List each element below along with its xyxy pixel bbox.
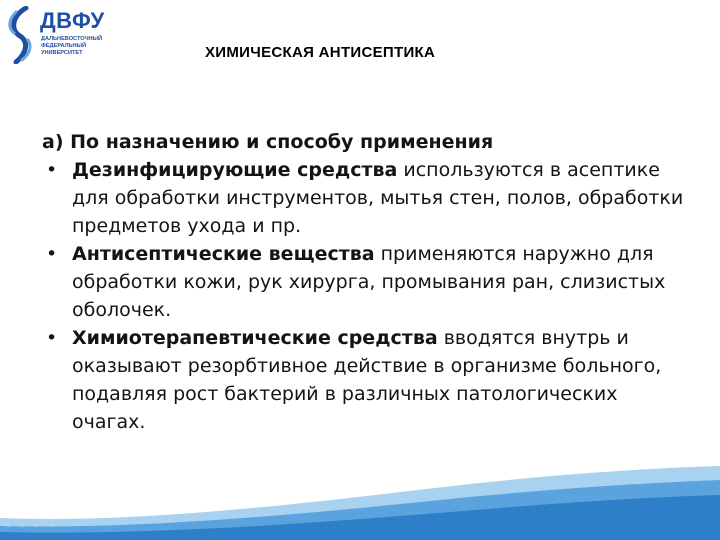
item-term: Антисептические вещества	[72, 243, 375, 265]
bullet-marker: •	[46, 327, 58, 349]
section-subheading: а) По назначению и способу применения	[42, 131, 494, 153]
logo-subtitle-line: ДАЛЬНЕВОСТОЧНЫЙ	[41, 36, 103, 42]
footer-dots-decoration: ◦ ◦ ◦ ◦	[6, 522, 57, 532]
logo-subtitle-line: ФЕДЕРАЛЬНЫЙ	[41, 43, 87, 49]
logo-name: ДВФУ	[40, 8, 105, 33]
item-term: Дезинфицирующие средства	[72, 159, 398, 181]
item-text: применяются наружно для обработки кожи, рук хирурга, промывания ран, слизистых оболочек.	[72, 243, 666, 321]
university-emblem-icon	[6, 6, 34, 64]
bullet-marker: •	[46, 243, 58, 265]
item-text: используются в асептике для обработки инструментов, мытья стен, полов, обработки предметов ухода и пр.	[72, 159, 684, 237]
bullet-marker: •	[46, 159, 58, 181]
footer-wave-decoration	[0, 460, 720, 540]
bullet-list	[42, 156, 692, 436]
logo-subtitle	[41, 36, 102, 57]
slide-body	[42, 128, 692, 436]
item-text: вводятся внутрь и оказывают резорбтивное действие в организме больного, подавляя рост бактерий в различных патологических очагах.	[72, 327, 662, 433]
list-item	[42, 240, 692, 324]
item-term: Химиотерапевтические средства	[72, 327, 438, 349]
slide-title: ХИМИЧЕСКАЯ АНТИСЕПТИКА	[205, 44, 436, 61]
list-item	[42, 324, 692, 436]
university-logo	[6, 6, 116, 66]
logo-subtitle-line: УНИВЕРСИТЕТ	[41, 50, 83, 56]
list-item	[42, 156, 692, 240]
